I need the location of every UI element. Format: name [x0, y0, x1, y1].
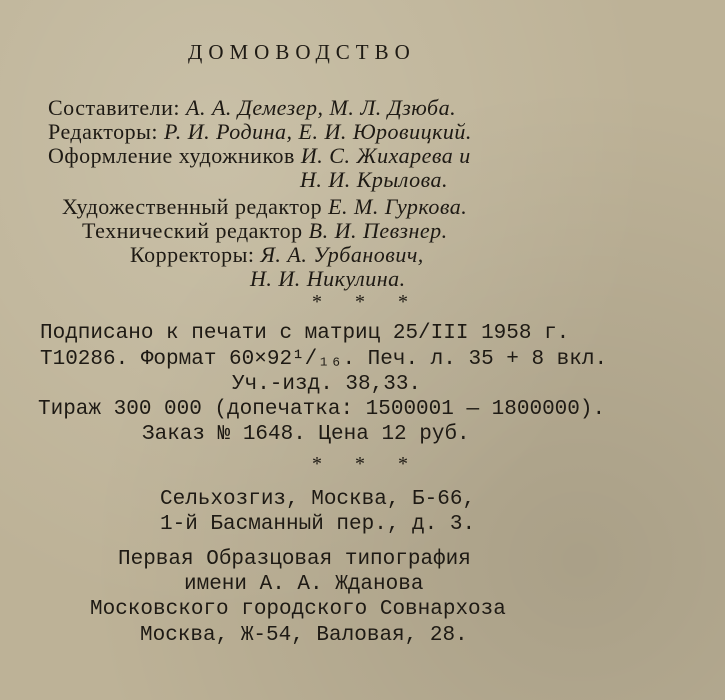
art-editor-line [62, 195, 467, 219]
publishing-sheets: Уч.-изд. 38,33. [232, 373, 422, 396]
tech-editor-label: Технический редактор [82, 218, 303, 243]
compilers-label: Составители: [48, 95, 181, 120]
proofreaders-name-1: Я. А. Урбанович, [260, 242, 424, 267]
publisher-address: 1-й Басманный пер., д. 3. [160, 513, 476, 536]
proofreaders-label: Корректоры: [130, 242, 255, 267]
editors-label: Редакторы: [48, 119, 158, 144]
compilers-names: А. А. Демезер, М. Л. Дзюба. [186, 95, 457, 120]
publisher-name-city: Сельхозгиз, Москва, Б-66, [160, 488, 476, 511]
format-info: Т10286. Формат 60×92¹/₁₆. Печ. л. 35 + 8 вкл. [40, 348, 608, 371]
art-editor-name: Е. М. Гуркова. [328, 194, 468, 219]
separator-1: * * * [312, 291, 422, 313]
tech-editor-name: В. И. Певзнер. [308, 218, 448, 243]
printer-line-4: Москва, Ж-54, Валовая, 28. [140, 624, 468, 647]
art-editor-label: Художественный редактор [62, 194, 323, 219]
design-label: Оформление художников [48, 143, 295, 168]
editors-names: Р. И. Родина, Е. И. Юровицкий. [164, 119, 472, 144]
design-names-2: Н. И. Крылова. [300, 167, 449, 192]
signed-to-print: Подписано к печати с матриц 25/III 1958 г. [40, 322, 570, 345]
printer-line-1: Первая Образцовая типография [118, 548, 471, 571]
book-title: ДОМОВОДСТВО [188, 40, 416, 64]
compilers-line [48, 96, 456, 120]
print-run: Тираж 300 000 (допечатка: 1500001 — 1800000). [38, 398, 606, 421]
design-names-1: И. С. Жихарева и [300, 143, 471, 168]
proofreaders-line [130, 243, 424, 267]
proofreaders-name-2: Н. И. Никулина. [250, 266, 406, 291]
printer-line-2: имени А. А. Жданова [184, 573, 424, 596]
separator-2: * * * [312, 453, 422, 475]
printer-line-3: Московского городского Совнархоза [90, 598, 506, 621]
tech-editor-line [82, 219, 448, 243]
design-line [48, 144, 471, 168]
order-price: Заказ № 1648. Цена 12 руб. [142, 423, 470, 446]
editors-line [48, 120, 472, 144]
